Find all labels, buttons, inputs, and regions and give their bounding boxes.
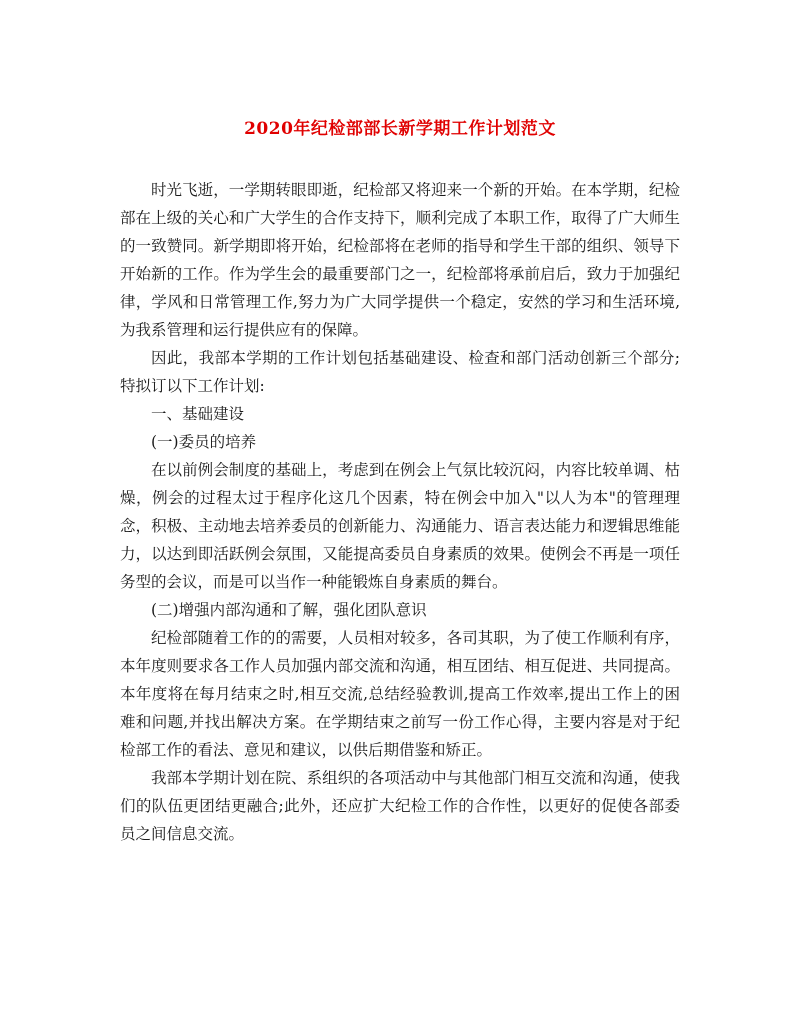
subsection-heading-2: (二)增强内部沟通和了解，强化团队意识 [151, 601, 427, 619]
section-heading-1: 一、基础建设 [151, 405, 245, 423]
document-title: 2020年纪检部部长新学期工作计划范文 [244, 119, 556, 139]
paragraph-internal-communication: 纪检部随着工作的的需要，人员相对较多，各司其职，为了使工作顺利有序，本年度则要求各工作人员加强内部交流和沟通，相互团结、相互促进、共同提高。本年度将在每月结束之时,相互交流,总结经验教训,提高工作效率,提出工作上的困难和问题,并找出解决方案。在学期结束之前写一份工作心得，主要内容是对于纪检部工作的看法、意见和建议，以供后期借鉴和矫正。 [120, 629, 680, 759]
paragraph-member-training: 在以前例会制度的基础上，考虑到在例会上气氛比较沉闷，内容比较单调、枯燥，例会的过程太过于程序化这几个因素，特在例会中加入"以人为本"的管理理念，积极、主动地去培养委员的创新能力、沟通能力、语言表达能力和逻辑思维能力，以达到即活跃例会氛围，又能提高委员自身素质的效果。使例会不再是一项任务型的会议，而是可以当作一种能锻炼自身素质的舞台。 [120, 461, 680, 591]
subsection-heading-1: (一)委员的培养 [151, 433, 257, 451]
paragraph-department-exchange: 我部本学期计划在院、系组织的各项活动中与其他部门相互交流和沟通，使我们的队伍更团结更融合;此外，还应扩大纪检工作的合作性，以更好的促使各部委员之间信息交流。 [120, 769, 680, 843]
paragraph-intro: 时光飞逝，一学期转眼即逝，纪检部又将迎来一个新的开始。在本学期，纪检部在上级的关心和广大学生的合作支持下，顺利完成了本职工作，取得了广大师生的一致赞同。新学期即将开始，纪检部将在老师的指导和学生干部的组织、领导下开始新的工作。作为学生会的最重要部门之一，纪检部将承前启后，致力于加强纪律，学风和日常管理工作,努力为广大同学提供一个稳定，安然的学习和生活环境,为我系管理和运行提供应有的保障。 [120, 181, 680, 339]
paragraph-plan-summary: 因此，我部本学期的工作计划包括基础建设、检查和部门活动创新三个部分;特拟订以下工作计划: [120, 349, 680, 395]
document-body [120, 176, 680, 848]
